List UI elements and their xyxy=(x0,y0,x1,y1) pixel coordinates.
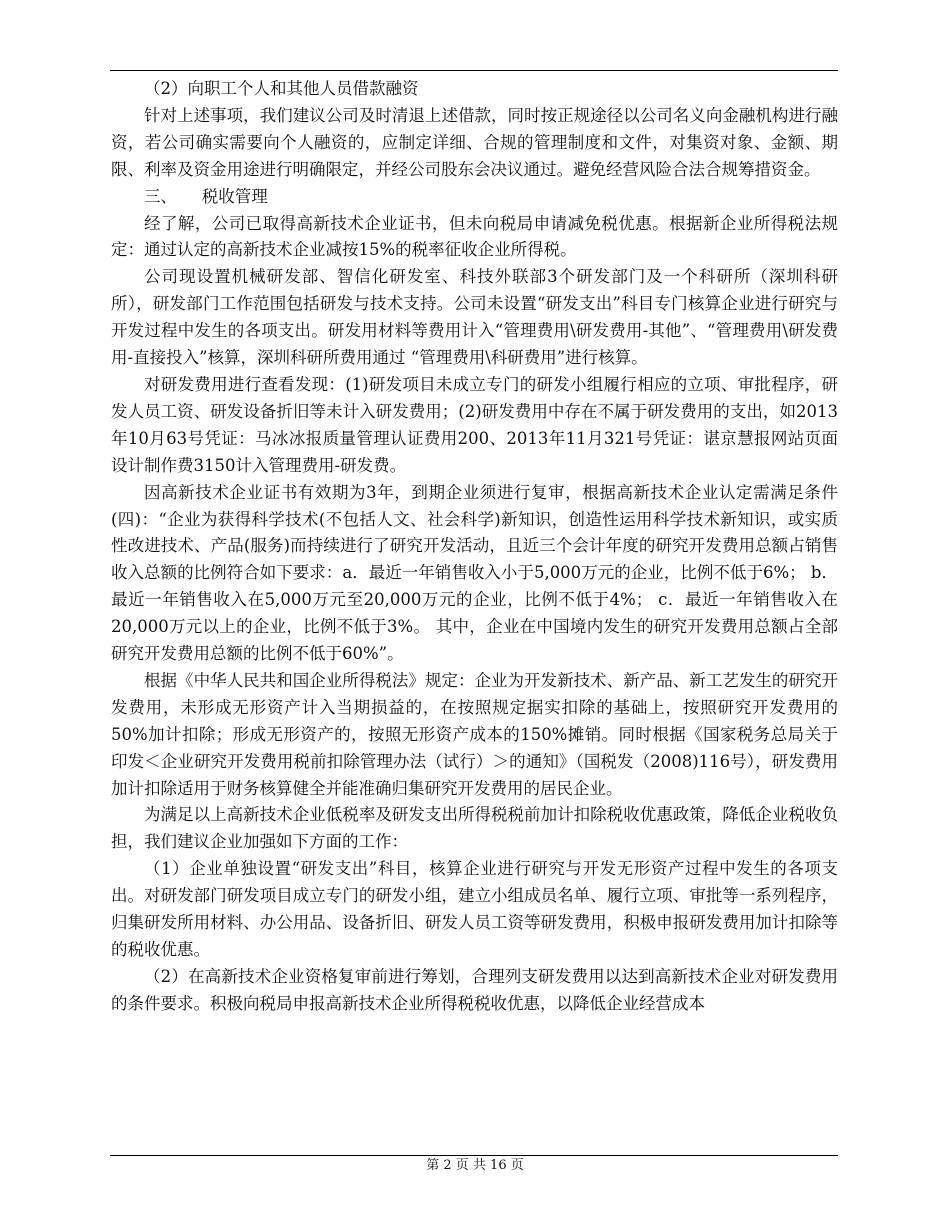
paragraph-rd-findings: 对研发费用进行查看发现：(1)研发项目未成立专门的研发小组履行相应的立项、审批程序，研发人员工资、研发设备折旧等未计入研发费用；(2)研发费用中存在不属于研发费用的支出，如2013年10月63号凭证：马冰冰报质量管理认证费用200、2013年11月321号凭证：谌京慧报网站页面设计制作费3150计入管理费用-研发费。 xyxy=(111,374,838,475)
paragraph-recommendation-2: （2）在高新技术企业资格复审前进行筹划，合理列支研发费用以达到高新技术企业对研发费用的条件要求。积极向税局申报高新技术企业所得税税收优惠，以降低企业经营成本 xyxy=(111,966,838,1013)
document-body xyxy=(111,76,838,1018)
paragraph-subheading-loans: （2）向职工个人和其他人员借款融资 xyxy=(144,79,419,98)
header-rule xyxy=(110,70,838,71)
section-heading-tax: 三、 税收管理 xyxy=(144,186,268,206)
paragraph-recommendation-1: （1）企业单独设置“研发支出”科目，核算企业进行研究与开发无形资产过程中发生的各项支出。对研发部门研发项目成立专门的研发小组，建立小组成员名单、履行立项、审批等一系列程序，归集研发所用材料、办公用品、设备折旧、研发人员工资等研发费用，积极申报研发费用加计扣除等的税收优惠。 xyxy=(111,859,838,959)
footer-rule xyxy=(110,1155,838,1156)
paragraph-recommendation-intro: 为满足以上高新技术企业低税率及研发支出所得税税前加计扣除税收优惠政策，降低企业税收负担，我们建议企业加强如下方面的工作： xyxy=(111,805,838,852)
paragraph-rd-departments: 公司现设置机械研发部、智信化研发室、科技外联部3个研发部门及一个科研所（深圳科研所），研发部门工作范围包括研发与技术支持。公司未设置“研发支出”科目专门核算企业进行研究与开发过程中发生的各项支出。研发用材料等费用计入“管理费用\研发费用-其他”、“管理费用\研发费用-直接投入”核算，深圳科研所费用通过 “管理费用\科研费用”进行核算。 xyxy=(111,267,838,368)
paragraph-tax-intro: 经了解，公司已取得高新技术企业证书，但未向税局申请减免税优惠。根据新企业所得税法规定：通过认定的高新技术企业减按15%的税率征收企业所得税。 xyxy=(111,213,838,260)
page-number: 第 2 页 共 16 页 xyxy=(426,1158,524,1173)
paragraph-financing-advice: 针对上述事项，我们建议公司及时清退上述借款，同时按正规途径以公司名义向金融机构进行融资，若公司确实需要向个人融资的，应制定详细、合规的管理制度和文件，对集资对象、金额、期限、利率及资金用途进行明确限定，并经公司股东会决议通过。避免经营风险合法合规筹措资金。 xyxy=(111,105,838,179)
paragraph-certificate-review: 因高新技术企业证书有效期为3年，到期企业须进行复审，根据高新技术企业认定需满足条件(四)：“企业为获得科学技术(不包括人文、社会科学)新知识，创造性运用科学技术新知识，或实质性改进技术、产品(服务)而持续进行了研究开发活动，且近三个会计年度的研究开发费用总额占销售收入总额的比例符合如下要求：a．最近一年销售收入小于5,000万元的企业，比例不低于6%； b．最近一年销售收入在5,000万元至20,000万元的企业，比例不低于4%； c．最近一年销售收入在20,000万元以上的企业，比例不低于3%。 其中，企业在中国境内发生的研究开发费用总额占全部研究开发费用总额的比例不低于60%”。 xyxy=(111,482,838,664)
paragraph-tax-law: 根据《中华人民共和国企业所得税法》规定：企业为开发新技术、新产品、新工艺发生的研究开发费用，未形成无形资产计入当期损益的，在按照规定据实扣除的基础上，按照研究开发费用的50%加计扣除；形成无形资产的，按照无形资产成本的150%摊销。同时根据《国家税务总局关于印发＜企业研究开发费用税前扣除管理办法（试行）＞的通知》（国税发（2008)116号），研发费用加计扣除适用于财务核算健全并能准确归集研究开发费用的居民企业。 xyxy=(111,670,838,798)
